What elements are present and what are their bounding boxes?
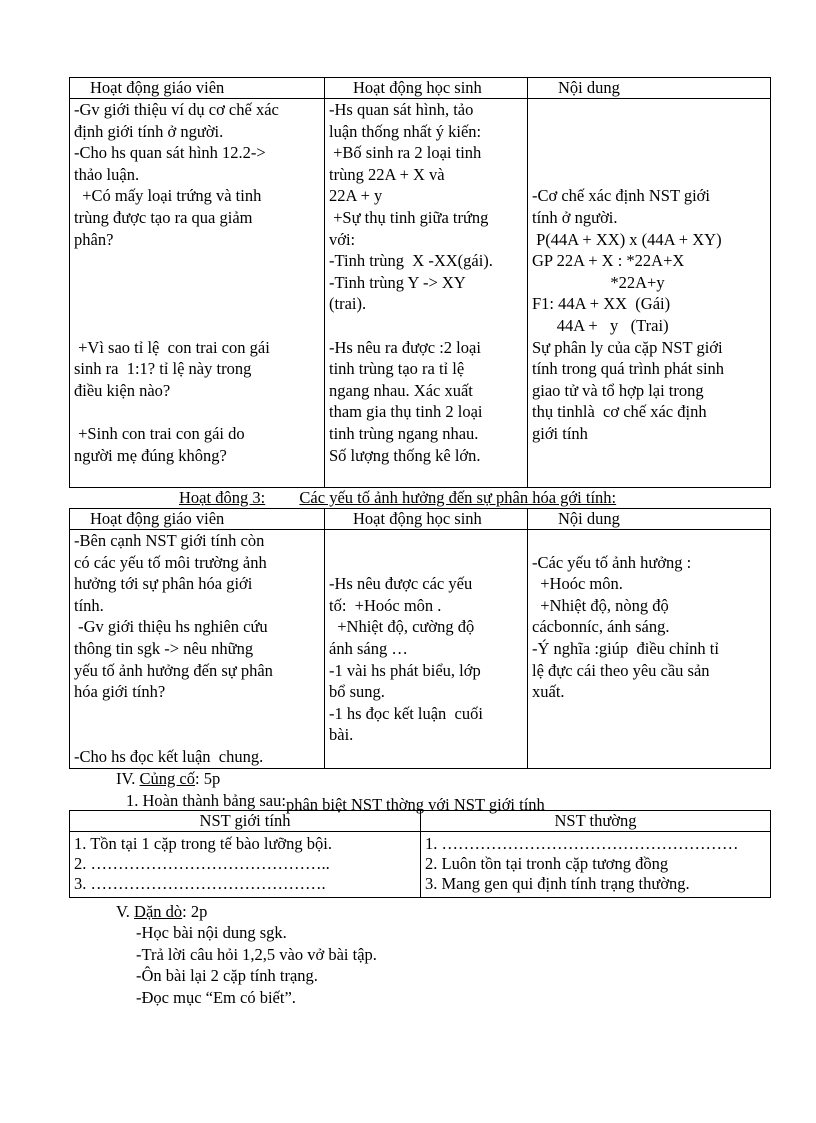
table-row <box>70 530 771 769</box>
activity-3-title: Các yếu tố ảnh hưởng đến sự phân hóa gới tính: <box>299 488 617 507</box>
cell-line <box>74 724 320 746</box>
cell-line: -Gv giới thiệu ví dụ cơ chế xác <box>74 100 279 119</box>
cell-line: +Có mấy loại trứng và tinh <box>74 186 262 206</box>
cell-line: *22A+y <box>532 272 665 292</box>
table-row <box>70 99 771 488</box>
cell-line: +Vì sao tỉ lệ con trai con gái <box>74 337 270 357</box>
cell-line: bài. <box>329 725 354 745</box>
cell-line: điều kiện nào? <box>74 380 171 400</box>
cell-line: -Các yếu tố ảnh hưởng : <box>532 552 692 572</box>
cell-line <box>74 315 320 337</box>
header-autosome: NST thường <box>421 811 771 832</box>
cell-line: +Bố sinh ra 2 loại tinh <box>329 143 482 163</box>
cell-line: người mẹ đúng không? <box>74 445 227 465</box>
cell-line <box>329 552 523 574</box>
cell-line: giao tử và tổ hợp lại trong <box>532 380 704 400</box>
header-teacher: Hoạt động giáo viên <box>70 509 325 530</box>
cell-line: +Sinh con trai con gái do <box>74 423 245 443</box>
cell-line: hưởng tới sự phân hóa giới <box>74 574 253 594</box>
cell-line: -Gv giới thiệu hs nghiên cứu <box>74 617 268 637</box>
cell-line: tham gia thụ tinh 2 loại <box>329 402 483 422</box>
cell-line: -Tinh trùng X -XX(gái). <box>329 251 493 271</box>
section-4-title: Củng cố <box>139 769 196 788</box>
cell-line: tính ở người. <box>532 207 618 227</box>
cell-line: yếu tố ảnh hưởng đến sự phân <box>74 660 273 680</box>
student-cell <box>325 530 528 769</box>
cell-line: trùng được tạo ra qua giảm <box>74 207 253 227</box>
content-cell <box>528 530 771 769</box>
teacher-cell <box>70 99 325 488</box>
cell-line: +Nhiệt độ, cường độ <box>329 617 475 637</box>
header-content: Nội dung <box>528 509 771 530</box>
cell-line <box>74 250 320 272</box>
cell-line <box>532 99 766 121</box>
cell-line: xuất. <box>532 682 565 702</box>
cell-line: 44A + y (Trai) <box>532 315 669 335</box>
cell-line: ánh sáng … <box>329 638 408 658</box>
cell-line: lệ đực cái theo yêu cầu sản <box>532 660 710 680</box>
activity-3-label: Hoạt đông 3: <box>179 488 266 507</box>
section-4-task: 1. Hoàn thành bảng sau:phân biệt NST thờng với NST giới tính <box>126 791 545 814</box>
table-header-row <box>70 509 771 530</box>
cell-line <box>532 530 766 552</box>
cell-line: tinh trùng ngang nhau. <box>329 423 479 443</box>
cell-line <box>329 315 523 337</box>
cell-line: với: <box>329 229 356 249</box>
cell-line: P(44A + XX) x (44A + XY) <box>532 229 722 249</box>
cell-line: thảo luận. <box>74 164 140 184</box>
list-item: -Học bài nội dung sgk. <box>136 923 287 942</box>
cell-line: 22A + y <box>329 186 383 206</box>
cell-line <box>532 164 766 186</box>
cell-line: hóa giới tính? <box>74 682 166 702</box>
teacher-cell <box>70 530 325 769</box>
cell-line: +Sự thụ tinh giữa trứng <box>329 207 489 227</box>
table-header-row <box>70 811 771 832</box>
cell-line: -Ý nghĩa :giúp điều chỉnh tỉ <box>532 638 719 658</box>
comparison-table <box>69 810 771 898</box>
cell-line: Sự phân ly của cặp NST giới <box>532 337 723 357</box>
cell-line <box>329 530 523 552</box>
list-item: -Ôn bài lại 2 cặp tính trạng. <box>136 966 318 986</box>
cell-line: -1 vài hs phát biểu, lớp <box>329 660 481 680</box>
content-cell <box>528 99 771 488</box>
cell-line <box>74 272 320 294</box>
cell-line <box>532 121 766 143</box>
activity-table-1 <box>69 77 771 488</box>
cell-line: định giới tính ở người. <box>74 121 224 141</box>
cell-line: tinh trùng tạo ra tỉ lệ <box>329 359 465 379</box>
section-5-heading: V. Dặn dò: 2p <box>116 902 208 921</box>
list-item: -Trả lời câu hỏi 1,2,5 vào vở bài tập. <box>136 944 377 964</box>
cell-line: -Hs nêu ra được :2 loại <box>329 337 481 357</box>
cell-line: Số lượng thống kê lớn. <box>329 445 481 465</box>
cell-line: -Hs nêu được các yếu <box>329 574 473 594</box>
cell-line: có các yếu tố môi trường ảnh <box>74 552 267 572</box>
cell-line: bổ sung. <box>329 682 385 702</box>
activity-3-heading <box>179 487 616 509</box>
cell-line: -Hs quan sát hình, tảo <box>329 100 474 119</box>
activity-table-2 <box>69 508 771 769</box>
cell-line: -Bên cạnh NST giới tính còn <box>74 531 265 550</box>
cell-line: ngang nhau. Xác xuất <box>329 380 473 400</box>
cell-line <box>74 703 320 725</box>
autosome-cell: 1. ……………………………………………… 2. Luôn tồn tại tronh cặp tương đồng 3. Mang gen qui định tính trạng thường. <box>421 832 771 898</box>
cell-line: +Hoóc môn. <box>532 574 623 594</box>
cell-line: tố: +Hoóc môn . <box>329 595 442 615</box>
cell-line: -Cơ chế xác định NST giới <box>532 186 710 206</box>
cell-line: thông tin sgk -> nêu những <box>74 638 254 658</box>
cell-line: cácbonníc, ánh sáng. <box>532 617 670 637</box>
list-item: -Đọc mục “Em có biết”. <box>136 987 296 1007</box>
cell-line: GP 22A + X : *22A+X <box>532 251 685 271</box>
table-header-row <box>70 78 771 99</box>
header-student: Hoạt động học sinh <box>325 509 528 530</box>
header-teacher: Hoạt động giáo viên <box>70 78 325 99</box>
cell-line: +Nhiệt độ, nòng độ <box>532 595 669 615</box>
cell-line: thụ tinhlà cơ chế xác định <box>532 402 707 422</box>
student-cell <box>325 99 528 488</box>
header-sex-chromosome: NST giới tính <box>70 811 421 832</box>
section-4-heading: IV. Củng cố: 5p <box>116 769 221 788</box>
cell-line: giới tính <box>532 423 588 443</box>
section-5-title: Dặn dò <box>134 902 183 921</box>
cell-line: -Cho hs đọc kết luận chung. <box>74 746 264 766</box>
cell-line: sinh ra 1:1? tỉ lệ này trong <box>74 359 252 379</box>
cell-line <box>74 401 320 423</box>
cell-line: phân? <box>74 229 114 249</box>
cell-line: trùng 22A + X và <box>329 164 445 184</box>
cell-line <box>532 142 766 164</box>
section-5-list <box>136 922 377 1008</box>
cell-line: -Cho hs quan sát hình 12.2-> <box>74 143 266 163</box>
cell-line: (trai). <box>329 294 367 314</box>
cell-line: luận thống nhất ý kiến: <box>329 121 482 141</box>
cell-line: F1: 44A + XX (Gái) <box>532 294 671 314</box>
cell-line: tính. <box>74 595 104 615</box>
cell-line: -Tinh trùng Y -> XY <box>329 272 466 292</box>
cell-line: tính trong quá trình phát sinh <box>532 359 725 379</box>
table-row <box>70 832 771 898</box>
cell-line <box>74 293 320 315</box>
header-content: Nội dung <box>528 78 771 99</box>
sex-chromosome-cell: 1. Tồn tại 1 cặp trong tế bào lưỡng bội. 2. …………………………………….. 3. ……………………………………. <box>70 832 421 898</box>
cell-line: -1 hs đọc kết luận cuối <box>329 703 483 723</box>
header-student: Hoạt động học sinh <box>325 78 528 99</box>
